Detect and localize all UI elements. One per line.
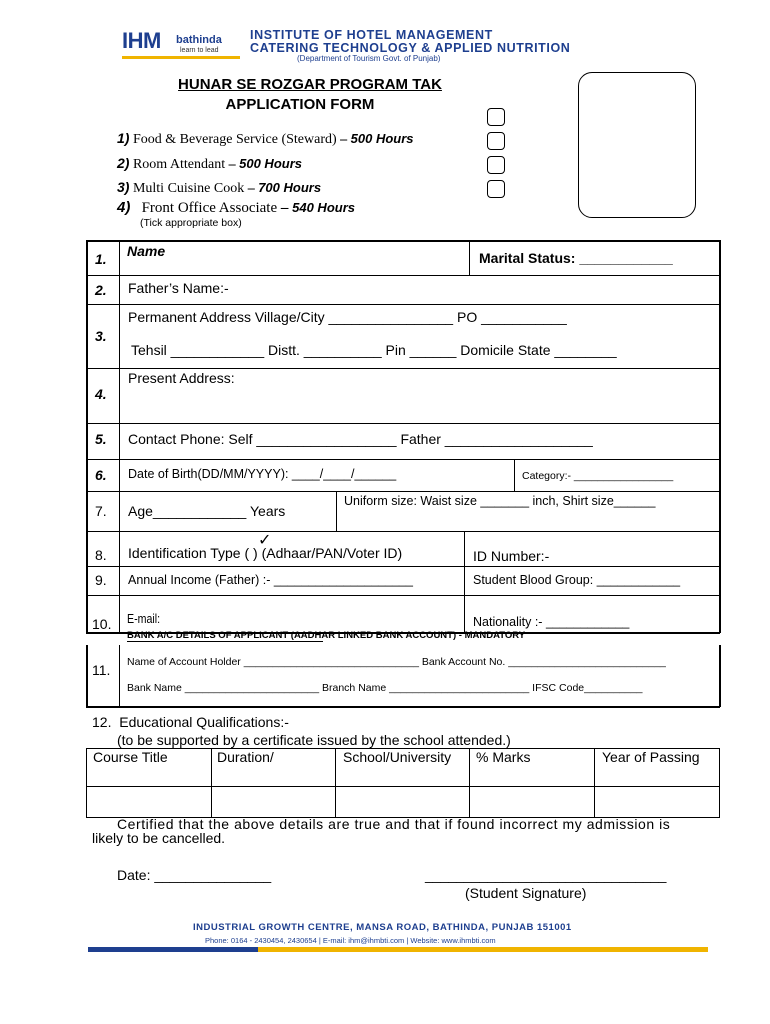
number-column-divider bbox=[119, 240, 120, 633]
edu-col-line bbox=[469, 748, 470, 818]
row-divider bbox=[86, 423, 720, 424]
edu-col-line bbox=[335, 748, 336, 818]
row-divider bbox=[86, 459, 720, 460]
logo-tagline: learn to lead bbox=[180, 47, 219, 54]
tick-box-4[interactable] bbox=[487, 180, 505, 198]
name-label[interactable]: Name bbox=[127, 243, 166, 259]
column-marks: % Marks bbox=[476, 749, 531, 765]
cell-divider bbox=[464, 531, 465, 633]
tick-box-2[interactable] bbox=[487, 132, 505, 150]
table-border-top bbox=[86, 240, 720, 242]
date-field[interactable]: Date: _______________ bbox=[117, 867, 272, 883]
id-number-field[interactable]: ID Number:- bbox=[473, 548, 550, 564]
uniform-size-field[interactable]: Uniform size: Waist size _______ inch, Shirt size______ bbox=[344, 494, 656, 508]
row-number-10: 10. bbox=[92, 616, 112, 632]
row-number-2: 2. bbox=[95, 282, 107, 298]
edu-col-line bbox=[594, 748, 595, 818]
form-title: APPLICATION FORM bbox=[225, 96, 375, 113]
column-year-of-passing: Year of Passing bbox=[602, 749, 700, 765]
ihm-logo: IHM bbox=[122, 28, 161, 53]
table-border-left bbox=[86, 240, 88, 633]
tehsil-district-field[interactable]: Tehsil ____________ Distt. __________ Pin ______ Domicile State ________ bbox=[131, 342, 617, 358]
row-divider bbox=[86, 275, 720, 276]
column-duration: Duration/ bbox=[217, 749, 274, 765]
row-divider bbox=[86, 368, 720, 369]
checkmark-icon: ✓ bbox=[258, 530, 272, 549]
bank-number-divider bbox=[119, 645, 120, 707]
cell-divider bbox=[469, 240, 470, 276]
identification-type-field[interactable]: Identification Type ( ) (Adhaar/PAN/Voter ID) bbox=[128, 545, 403, 561]
row-number-4: 4. bbox=[95, 386, 107, 402]
category-field[interactable]: Category:- _________________ bbox=[522, 470, 674, 482]
edu-col-line bbox=[719, 748, 720, 818]
row-number-9: 9. bbox=[95, 572, 107, 588]
bank-details-heading: BANK A/C DETAILS OF APPLICANT (AADHAR LINKED BANK ACCOUNT) - MANDATORY bbox=[127, 630, 526, 641]
tick-box-3[interactable] bbox=[487, 156, 505, 174]
age-field[interactable]: Age____________ Years bbox=[128, 503, 286, 519]
logo-bathinda-text: bathinda bbox=[176, 34, 222, 46]
annual-income-field[interactable]: Annual Income (Father) :- ____________________ bbox=[128, 573, 413, 587]
certification-text-line2: likely to be cancelled. bbox=[92, 830, 226, 846]
present-address-field[interactable]: Present Address: bbox=[128, 370, 235, 386]
education-heading: 12. Educational Qualifications:- bbox=[92, 714, 289, 730]
edu-col-line bbox=[86, 748, 87, 818]
table-border-right bbox=[719, 240, 721, 633]
row-number-5: 5. bbox=[95, 431, 107, 447]
program-title: HUNAR SE ROZGAR PROGRAM TAK bbox=[178, 76, 442, 93]
row-divider bbox=[86, 531, 720, 532]
row-divider bbox=[86, 491, 720, 492]
row-divider bbox=[86, 304, 720, 305]
cell-divider bbox=[514, 459, 515, 492]
bank-border-left bbox=[86, 645, 88, 707]
duration-cell[interactable] bbox=[212, 787, 334, 816]
row-number-8: 8. bbox=[95, 547, 107, 563]
student-signature-label: (Student Signature) bbox=[465, 885, 587, 901]
program-option-2: 2) Room Attendant – 500 Hours bbox=[117, 155, 302, 172]
father-name-field[interactable]: Father’s Name:- bbox=[128, 280, 229, 296]
bank-border-right bbox=[719, 645, 721, 707]
row-number-1: 1. bbox=[95, 251, 107, 267]
bank-border-bottom bbox=[86, 706, 720, 708]
institute-name-line1: INSTITUTE OF HOTEL MANAGEMENT bbox=[250, 28, 493, 42]
edu-table-mid bbox=[86, 786, 720, 787]
program-option-1: 1) Food & Beverage Service (Steward) – 500 Hours bbox=[117, 130, 414, 147]
program-option-3: 3) Multi Cuisine Cook – 700 Hours bbox=[117, 179, 322, 196]
row-divider bbox=[86, 566, 720, 567]
photo-box[interactable] bbox=[578, 72, 696, 218]
footer-bar-accent bbox=[88, 947, 258, 952]
permanent-address-field[interactable]: Permanent Address Village/City ________________ PO ___________ bbox=[128, 309, 567, 325]
institute-department: (Department of Tourism Govt. of Punjab) bbox=[297, 54, 441, 63]
logo-underline bbox=[122, 56, 240, 59]
bank-heading-underline bbox=[127, 641, 323, 642]
footer-contact: Phone: 0164 - 2430454, 2430654 | E-mail: ihm@ihmbti.com | Website: www.ihmbti.com bbox=[205, 936, 496, 945]
institute-name-line2: CATERING TECHNOLOGY & APPLIED NUTRITION bbox=[250, 41, 571, 55]
row-number-6: 6. bbox=[95, 467, 107, 483]
education-subheading: (to be supported by a certificate issued by the school attended.) bbox=[117, 732, 511, 748]
row-number-3: 3. bbox=[95, 328, 107, 344]
email-field[interactable]: E-mail: bbox=[127, 612, 161, 626]
marital-status-field[interactable]: Marital Status: ____________ bbox=[479, 250, 673, 266]
signature-line[interactable]: _______________________________ bbox=[425, 867, 667, 883]
column-school-university: School/University bbox=[343, 749, 452, 765]
tick-instruction: (Tick appropriate box) bbox=[140, 217, 242, 229]
contact-phone-field[interactable]: Contact Phone: Self __________________ Father ___________________ bbox=[128, 431, 593, 447]
date-of-birth-field[interactable]: Date of Birth(DD/MM/YYYY): ____/____/______ bbox=[128, 467, 397, 481]
program-option-4: 4) Front Office Associate – 540 Hours bbox=[117, 199, 355, 216]
account-holder-field[interactable]: Name of Account Holder ______________________________ Bank Account No. ___________________________ bbox=[127, 656, 666, 668]
nationality-field[interactable]: Nationality :- ____________ bbox=[473, 615, 630, 629]
row-number-11: 11. bbox=[92, 662, 111, 678]
blood-group-field[interactable]: Student Blood Group: ____________ bbox=[473, 573, 681, 587]
column-course-title: Course Title bbox=[93, 749, 168, 765]
certification-text-line1: Certified that the above details are true and that if found incorrect my admission is bbox=[117, 816, 671, 832]
row-divider bbox=[86, 595, 720, 596]
bank-name-field[interactable]: Bank Name _______________________ Branch Name ________________________ IFSC Code__________ bbox=[127, 682, 643, 694]
footer-address: INDUSTRIAL GROWTH CENTRE, MANSA ROAD, BATHINDA, PUNJAB 151001 bbox=[193, 922, 572, 933]
cell-divider bbox=[336, 491, 337, 532]
row-number-7: 7. bbox=[95, 503, 107, 519]
tick-box-1[interactable] bbox=[487, 108, 505, 126]
